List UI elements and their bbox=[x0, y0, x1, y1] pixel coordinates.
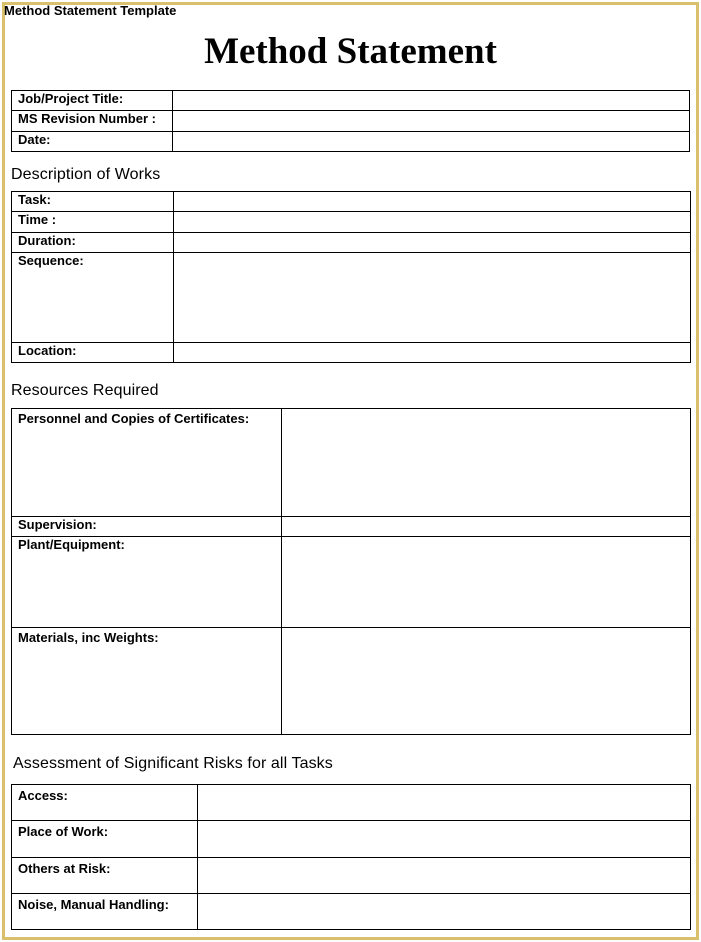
task-field[interactable] bbox=[174, 192, 691, 212]
resources-table bbox=[11, 408, 691, 735]
table-row bbox=[12, 517, 691, 537]
table-row bbox=[12, 537, 691, 628]
description-table bbox=[11, 191, 691, 363]
table-row bbox=[12, 894, 691, 930]
risks-heading: Assessment of Significant Risks for all Tasks bbox=[13, 755, 333, 772]
table-row bbox=[12, 111, 690, 132]
materials-label: Materials, inc Weights: bbox=[12, 628, 282, 735]
task-label: Task: bbox=[12, 192, 174, 212]
sequence-field[interactable] bbox=[174, 253, 691, 343]
location-field[interactable] bbox=[174, 343, 691, 363]
table-row bbox=[12, 858, 691, 894]
risks-table bbox=[11, 784, 691, 930]
others-at-risk-label: Others at Risk: bbox=[12, 858, 198, 894]
materials-field[interactable] bbox=[282, 628, 691, 735]
location-label: Location: bbox=[12, 343, 174, 363]
supervision-field[interactable] bbox=[282, 517, 691, 537]
table-row bbox=[12, 409, 691, 517]
date-label: Date: bbox=[12, 132, 173, 152]
plant-equipment-field[interactable] bbox=[282, 537, 691, 628]
time-field[interactable] bbox=[174, 212, 691, 233]
others-at-risk-field[interactable] bbox=[198, 858, 691, 894]
job-title-field[interactable] bbox=[173, 91, 690, 111]
table-row bbox=[12, 253, 691, 343]
duration-label: Duration: bbox=[12, 233, 174, 253]
table-row bbox=[12, 785, 691, 821]
access-field[interactable] bbox=[198, 785, 691, 821]
revision-number-field[interactable] bbox=[173, 111, 690, 132]
noise-handling-label: Noise, Manual Handling: bbox=[12, 894, 198, 930]
plant-equipment-label: Plant/Equipment: bbox=[12, 537, 282, 628]
supervision-label: Supervision: bbox=[12, 517, 282, 537]
revision-number-label: MS Revision Number : bbox=[12, 111, 173, 132]
page-title: Method Statement bbox=[204, 31, 497, 72]
time-label: Time : bbox=[12, 212, 174, 233]
table-row bbox=[12, 821, 691, 858]
document-label: Method Statement Template bbox=[4, 3, 177, 18]
personnel-field[interactable] bbox=[282, 409, 691, 517]
job-title-label: Job/Project Title: bbox=[12, 91, 173, 111]
duration-field[interactable] bbox=[174, 233, 691, 253]
table-row bbox=[12, 132, 690, 152]
table-row bbox=[12, 91, 690, 111]
place-of-work-field[interactable] bbox=[198, 821, 691, 858]
header-fields-table bbox=[11, 90, 690, 152]
noise-handling-field[interactable] bbox=[198, 894, 691, 930]
sequence-label: Sequence: bbox=[12, 253, 174, 343]
date-field[interactable] bbox=[173, 132, 690, 152]
table-row bbox=[12, 212, 691, 233]
access-label: Access: bbox=[12, 785, 198, 821]
resources-heading: Resources Required bbox=[11, 382, 159, 399]
table-row bbox=[12, 628, 691, 735]
personnel-label: Personnel and Copies of Certificates: bbox=[12, 409, 282, 517]
table-row bbox=[12, 343, 691, 363]
place-of-work-label: Place of Work: bbox=[12, 821, 198, 858]
description-heading: Description of Works bbox=[11, 166, 161, 183]
table-row bbox=[12, 233, 691, 253]
table-row bbox=[12, 192, 691, 212]
